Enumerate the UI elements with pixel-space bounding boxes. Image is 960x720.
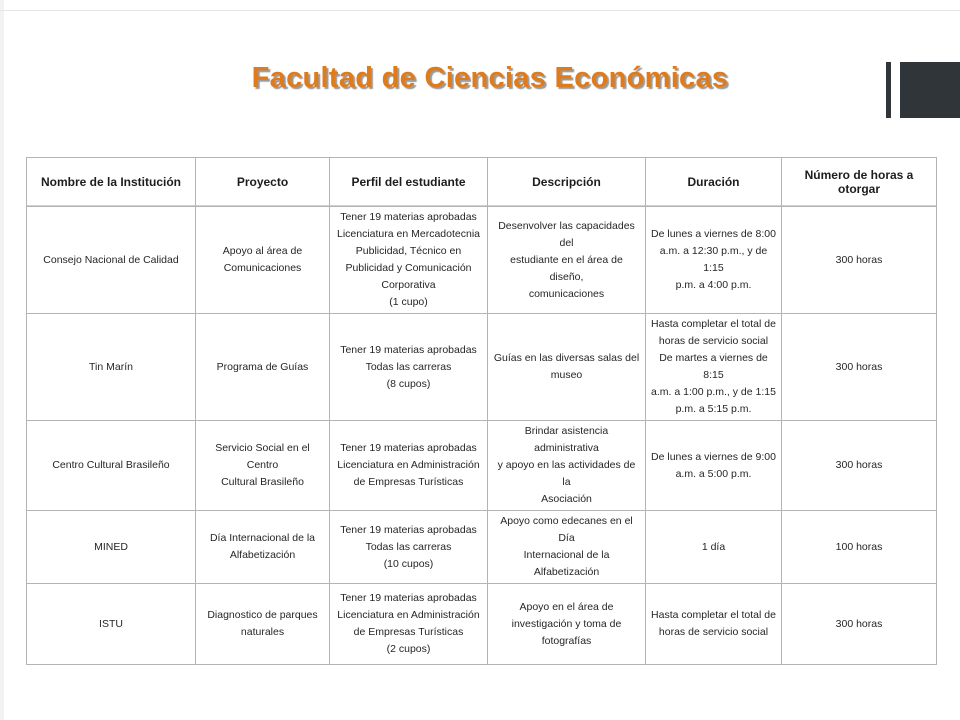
cell-line: Licenciatura en Administración: [337, 609, 480, 621]
cell-line: Apoyo como edecanes en el Día: [500, 515, 633, 544]
cell-line: Todas las carreras: [365, 540, 452, 553]
cell-perfil: [330, 511, 488, 584]
cell-line: Guías en las diversas salas del: [493, 352, 640, 364]
cell-line: (10 cupos): [383, 557, 434, 570]
cell-line: fotografías: [541, 634, 592, 647]
service-projects-table: [26, 157, 937, 665]
cell-horas: 300 horas: [782, 314, 937, 421]
cell-line: Apoyo al área de: [222, 245, 303, 257]
cell-line: p.m. a 4:00 p.m.: [675, 279, 752, 291]
cell-line: Brindar asistencia administrativa: [524, 425, 609, 454]
table-row: [27, 421, 937, 511]
table-header-row: [27, 158, 937, 207]
cell-line: naturales: [240, 626, 285, 638]
cell-line: horas de servicio social: [658, 335, 769, 347]
cell-line: y apoyo en las actividades de la: [497, 459, 636, 488]
cell-horas: 100 horas: [782, 511, 937, 584]
top-rule: [0, 0, 960, 11]
header-proyecto: Proyecto: [196, 158, 330, 207]
cell-line: Programa de Guías: [216, 360, 309, 373]
cell-duracion: [646, 584, 782, 665]
accent-block: [900, 62, 960, 118]
cell-line: de Empresas Turísticas: [353, 626, 464, 638]
cell-line: Hasta completar el total de: [651, 318, 776, 330]
cell-line: p.m. a 5:15 p.m.: [675, 403, 752, 415]
cell-descripcion: [488, 421, 646, 511]
cell-line: Tener 19 materias aprobadas: [340, 211, 477, 223]
cell-duracion: [646, 421, 782, 511]
header-duracion: Duración: [646, 158, 782, 207]
cell-line: De lunes a viernes de 9:00: [651, 450, 776, 463]
cell-institucion: Tin Marín: [27, 314, 196, 421]
cell-line: De martes a viernes de 8:15: [659, 352, 768, 381]
cell-proyecto: [196, 511, 330, 584]
cell-line: Diagnostico de parques: [207, 609, 318, 621]
cell-line: De lunes a viernes de 8:00: [651, 228, 776, 240]
cell-line: Desenvolver las capacidades del: [498, 219, 635, 249]
table-row: [27, 207, 937, 314]
cell-line: Hasta completar el total de: [651, 609, 776, 621]
cell-line: Corporativa: [381, 279, 436, 291]
cell-line: Apoyo en el área de: [519, 600, 614, 613]
cell-descripcion: [488, 584, 646, 665]
page-edge: [0, 0, 4, 720]
cell-line: Tener 19 materias aprobadas: [340, 523, 477, 536]
cell-line: Licenciatura en Administración: [337, 459, 480, 471]
page-title: Facultad de Ciencias Económicas: [251, 62, 729, 94]
cell-line: museo: [550, 369, 583, 381]
cell-line: Tener 19 materias aprobadas: [340, 592, 477, 604]
cell-line: a.m. a 5:00 p.m.: [675, 467, 752, 480]
cell-horas: 300 horas: [782, 421, 937, 511]
cell-line: Todas las carreras: [365, 360, 452, 373]
cell-institucion: MINED: [27, 511, 196, 584]
cell-line: Alfabetización: [229, 549, 296, 561]
cell-line: Cultural Brasileño: [221, 476, 304, 488]
cell-line: Internacional de la Alfabetización: [523, 549, 610, 578]
cell-line: Comunicaciones: [223, 262, 302, 274]
cell-line: comunicaciones: [528, 287, 605, 300]
cell-proyecto: [196, 207, 330, 314]
header-horas: Número de horas a otorgar: [782, 158, 937, 207]
cell-line: investigación y toma de: [511, 617, 622, 630]
cell-proyecto: [196, 314, 330, 421]
cell-horas: 300 horas: [782, 207, 937, 314]
cell-line: Día Internacional de la: [209, 532, 316, 544]
cell-perfil: [330, 207, 488, 314]
cell-line: (1 cupo): [389, 296, 428, 308]
cell-proyecto: [196, 584, 330, 665]
cell-line: Servicio Social en el Centro: [215, 442, 310, 471]
cell-line: a.m. a 1:00 p.m., y de 1:15: [651, 386, 776, 398]
cell-line: Tener 19 materias aprobadas: [340, 442, 477, 454]
header-perfil: Perfil del estudiante: [330, 158, 488, 207]
cell-horas: 300 horas: [782, 584, 937, 665]
cell-line: Licenciatura en Mercadotecnia: [336, 228, 480, 240]
cell-proyecto: [196, 421, 330, 511]
cell-line: a.m. a 12:30 p.m., y de 1:15: [659, 245, 768, 274]
table-row: [27, 511, 937, 584]
table-body: [27, 207, 937, 665]
cell-duracion: [646, 207, 782, 314]
cell-institucion: Centro Cultural Brasileño: [27, 421, 196, 511]
cell-line: Tener 19 materias aprobadas: [340, 343, 477, 356]
cell-line: (2 cupos): [386, 643, 431, 655]
table-row: [27, 314, 937, 421]
header-institucion: Nombre de la Institución: [27, 158, 196, 207]
cell-duracion: [646, 314, 782, 421]
header-descripcion: Descripción: [488, 158, 646, 207]
cell-perfil: [330, 584, 488, 665]
cell-line: Publicidad, Técnico en: [355, 245, 462, 257]
cell-descripcion: [488, 207, 646, 314]
cell-line: de Empresas Turísticas: [353, 476, 464, 488]
cell-perfil: [330, 314, 488, 421]
cell-institucion: Consejo Nacional de Calidad: [27, 207, 196, 314]
cell-line: horas de servicio social: [658, 626, 769, 638]
cell-descripcion: [488, 511, 646, 584]
cell-line: estudiante en el área de diseño,: [510, 253, 623, 283]
cell-line: Asociación: [541, 493, 592, 505]
cell-line: (8 cupos): [386, 377, 431, 390]
cell-perfil: [330, 421, 488, 511]
accent-bar: [886, 62, 891, 118]
cell-line: 1 día: [701, 540, 726, 553]
cell-descripcion: [488, 314, 646, 421]
cell-institucion: ISTU: [27, 584, 196, 665]
cell-line: Publicidad y Comunicación: [345, 262, 472, 274]
cell-duracion: [646, 511, 782, 584]
table-row: [27, 584, 937, 665]
